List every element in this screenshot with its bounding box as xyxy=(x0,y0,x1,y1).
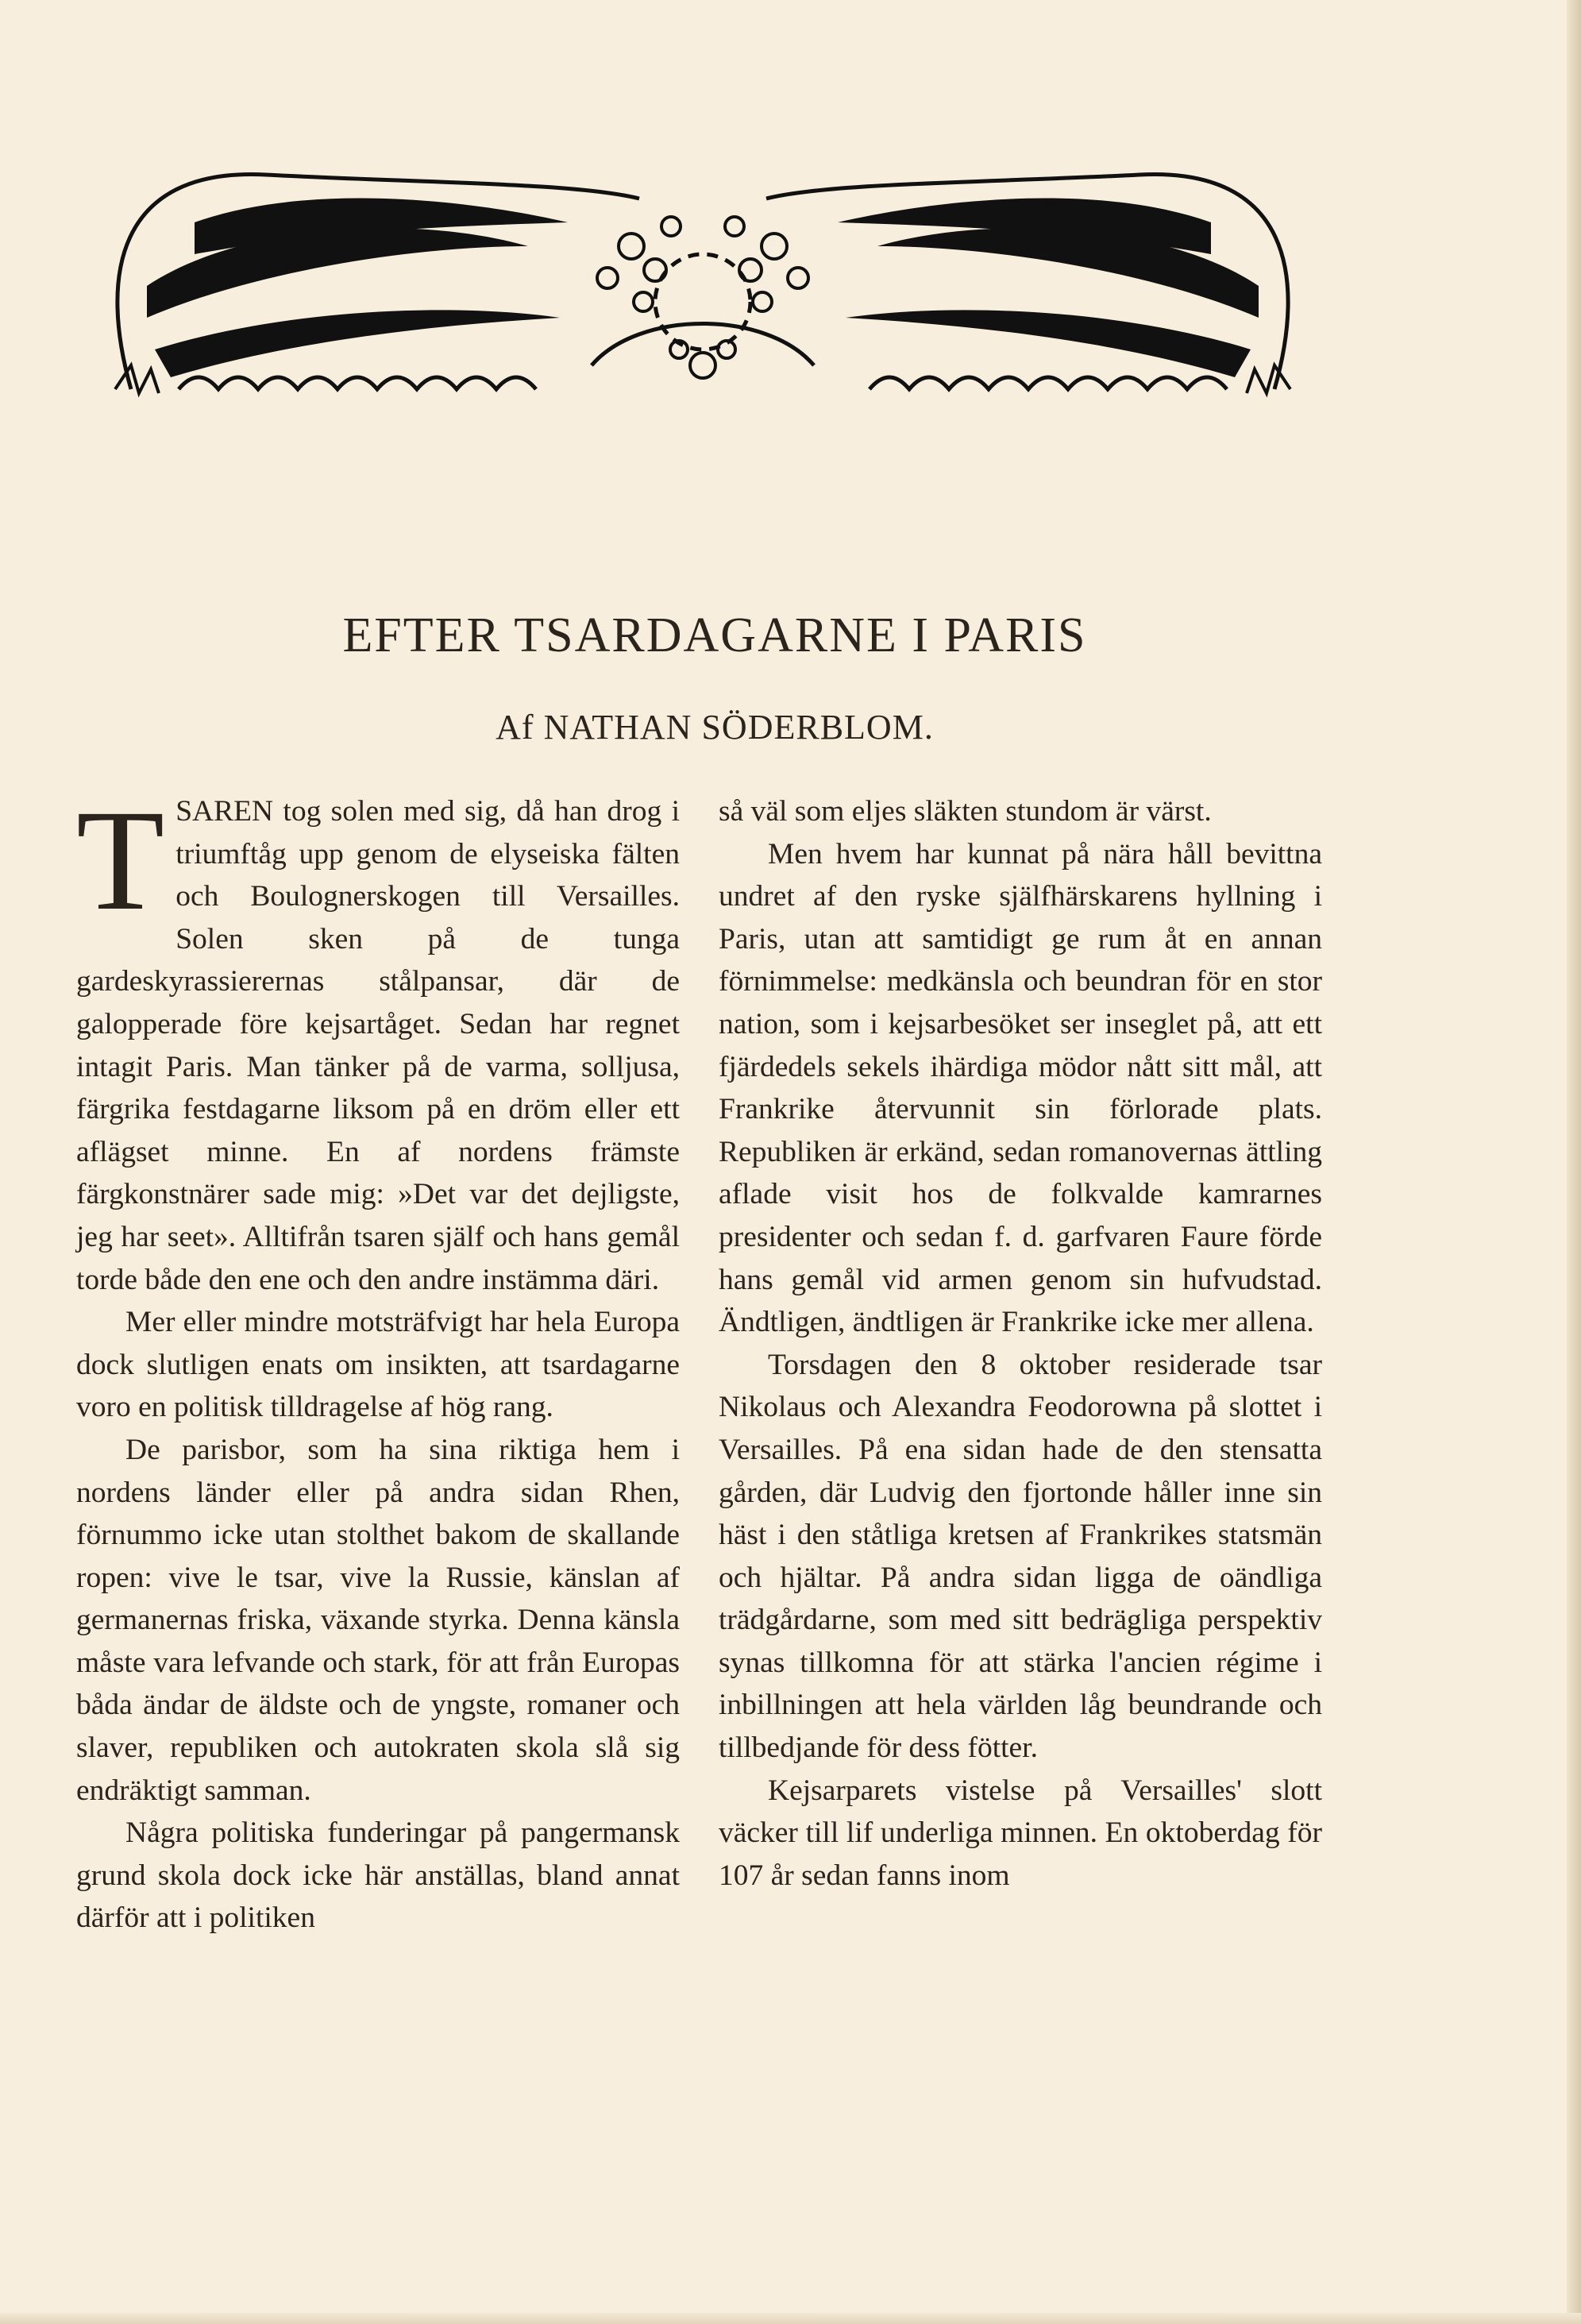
paragraph-text: SAREN tog solen med sig, då han drog i triumftåg upp genom de elyseiska fälten och Boulognerskogen till Versailles. Solen sken på de tunga gardeskyrassierernas stålpansar, där de galopperade före kejsartåget. Sedan har regnet intagit Paris. Man tänker på de varma, solljusa, färgrika festdagarne liksom på en dröm eller ett aflägset minne. En af nordens främste färgkonstnärer sade mig: »Det var det dejligste, jeg har seet». Alltifrån tsaren själf och hans gemål torde både den ene och den andre instämma däri. xyxy=(76,795,680,1296)
paragraph: Kejsarparets vistelse på Versailles' slott väcker till lif underliga minnen. En oktoberdag för 107 år sedan fanns inom xyxy=(719,1774,1322,1892)
drop-cap: T xyxy=(76,781,165,940)
article-byline: Af NATHAN SÖDERBLOM. xyxy=(496,708,934,747)
paragraph: Några politiska funderingar på pangermansk grund skola dock icke här anställas, bland annat därför att i politiken xyxy=(76,1816,680,1935)
paragraph: Men hvem har kunnat på nära håll bevittna undret af den ryske själfhärskarens hyllning i Paris, utan att samtidigt ge rum åt en annan förnimmelse: medkänsla och beundran för en stor nation, som i kejsarbesöket ser inseglet på, att ett fjärdedels sekels ihärdiga mödor nått sitt mål, att Frankrike återvunnit sin förlorade plats. Republiken är erkänd, sedan romanovernas ättling aflade visit hos de folkvalde kamrarnes presidenter och sedan f. d. garfvaren Faure förde hans gemål vid armen genom sin hufvudstad. Ändtligen, ändtligen är Frankrike icke mer allena. xyxy=(719,837,1322,1339)
decorative-header-vignette xyxy=(83,151,1322,405)
paragraph: så väl som eljes släkten stundom är värst. xyxy=(719,795,1212,828)
text-column-right xyxy=(719,790,1322,1897)
article-title: EFTER TSARDAGARNE I PARIS xyxy=(342,608,1087,662)
paragraph xyxy=(76,781,680,1301)
scan-edge-right xyxy=(1567,0,1581,2324)
text-column-left xyxy=(76,781,680,1940)
paragraph: Mer eller mindre motsträfvigt har hela Europa dock slutligen enats om insikten, att tsardagarne voro en politisk tilldragelse af hög rang. xyxy=(76,1306,680,1424)
paragraph: Torsdagen den 8 oktober residerade tsar Nikolaus och Alexandra Feodorowna på slottet i Versailles. På ena sidan hade de den stensatta gården, där Ludvig den fjortonde håller inne sin häst i den ståtliga kretsen af Frankrikes statsmän och hjältar. På andra sidan ligga de oändliga trädgårdarne, som med sitt bedrägliga perspektiv synas tillkomna för att stärka l'ancien régime i inbillningen att hela världen låg beundrande och tillbedjande för dess fötter. xyxy=(719,1348,1322,1765)
scan-edge-bottom xyxy=(0,2313,1581,2324)
paragraph: De parisbor, som ha sina riktiga hem i nordens länder eller på andra sidan Rhen, förnummo icke utan stolthet bakom de skallande ropen: vive le tsar, vive la Russie, känslan af germanernas friska, växande styrka. Denna känsla måste vara lefvande och stark, för att från Europas båda ändar de äldste och de yngste, romaner och slaver, republiken och autokraten skola slå sig endräktigt samman. xyxy=(76,1433,680,1807)
